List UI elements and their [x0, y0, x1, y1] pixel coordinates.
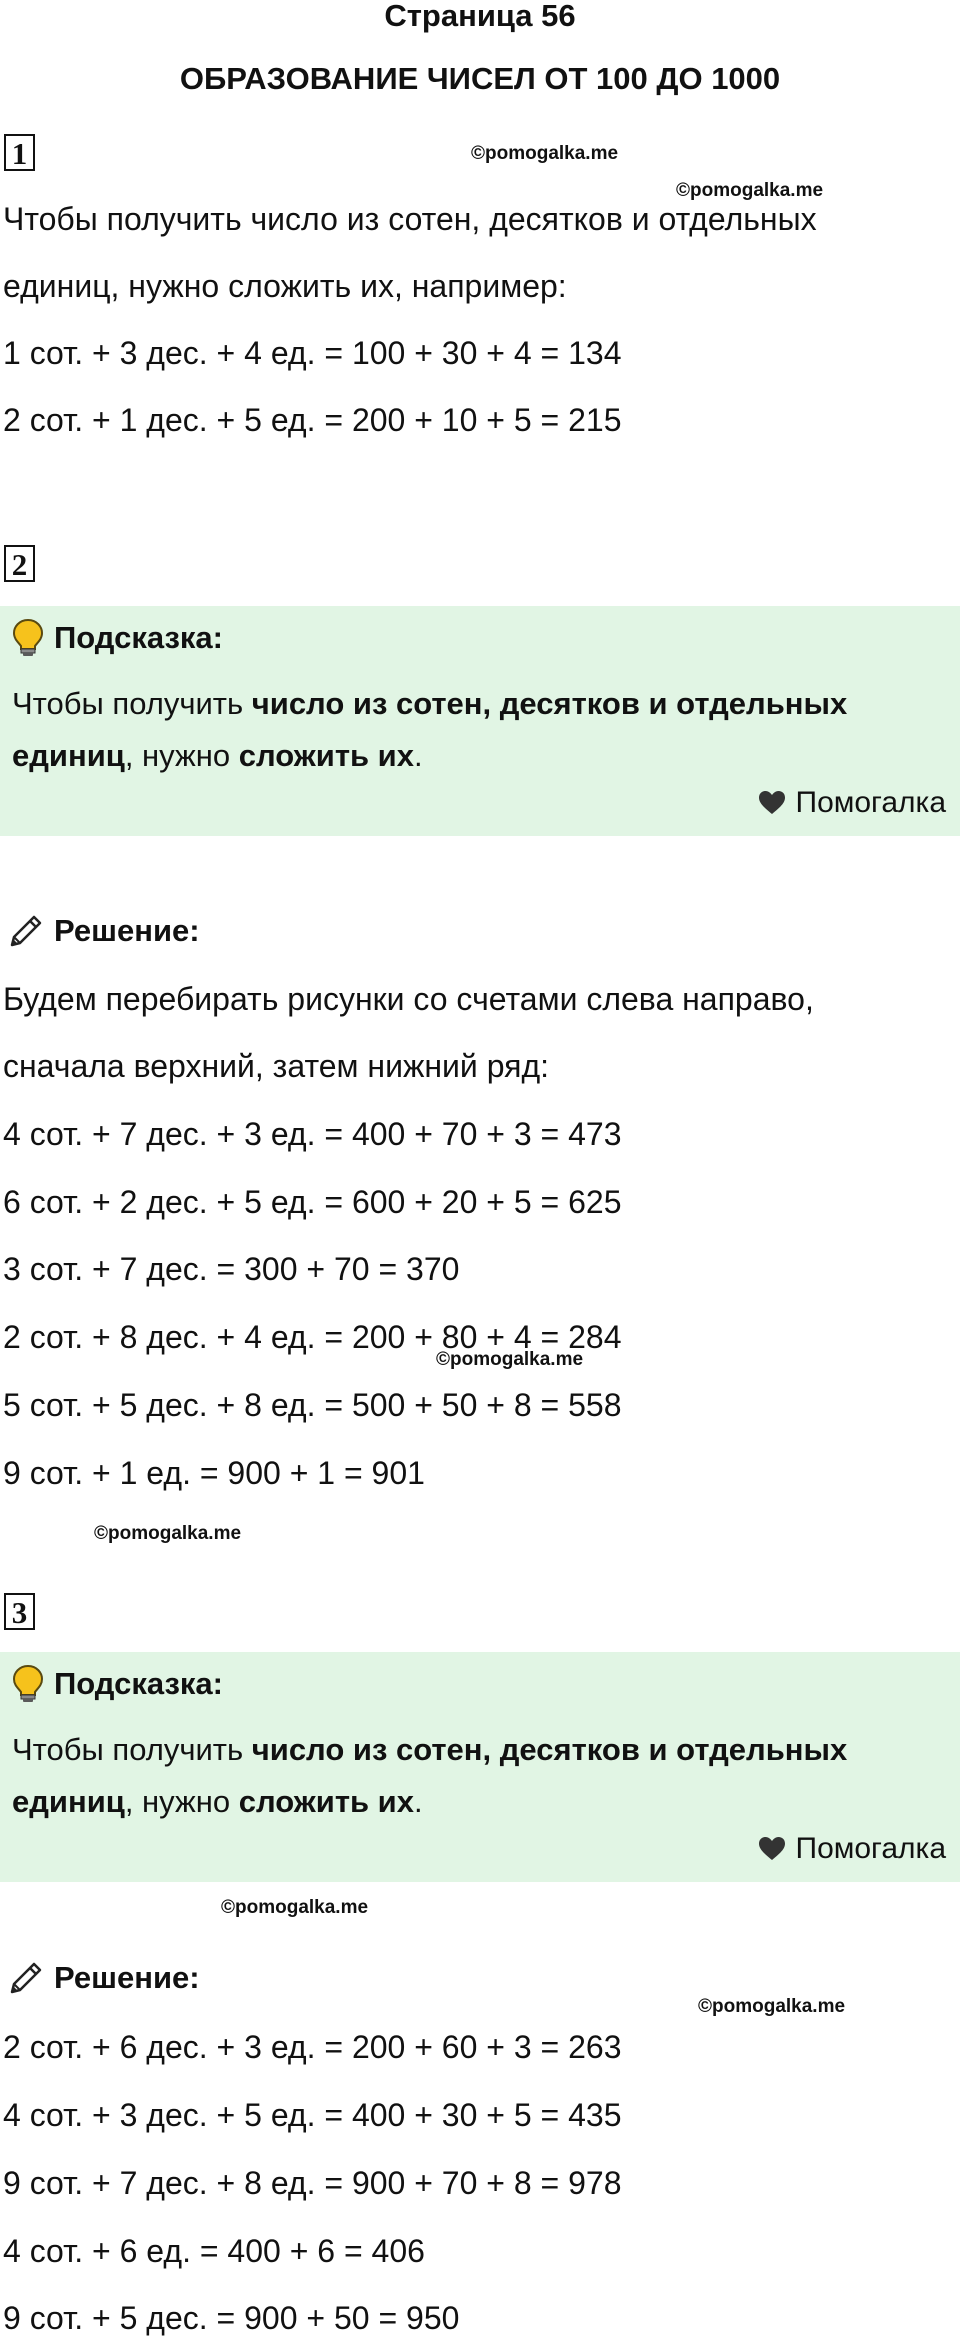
hint-box: [0, 1652, 960, 1882]
watermark: ©pomogalka.me: [676, 180, 824, 201]
brand-name: Помогалка: [795, 1832, 946, 1865]
watermark: ©pomogalka.me: [94, 1523, 242, 1544]
task1-example: 2 сот. + 1 дес. + 5 ед. = 200 + 10 + 5 = 215: [3, 402, 622, 438]
watermark: ©pomogalka.me: [436, 1349, 584, 1370]
hint-header: [12, 1664, 223, 1704]
pencil-icon: [6, 1958, 46, 1998]
brand-label: [758, 1832, 947, 1866]
hint-text: Чтобы получить число из сотен, десятков и отдельных единиц, нужно сложить их.: [12, 686, 848, 773]
brand-label: [758, 786, 947, 820]
section-title: ОБРАЗОВАНИЕ ЧИСЕЛ ОТ 100 ДО 1000: [179, 61, 781, 96]
task2-line: 6 сот. + 2 дес. + 5 ед. = 600 + 20 + 5 = 625: [3, 1184, 622, 1220]
heart-icon: [758, 790, 786, 816]
watermark: ©pomogalka.me: [221, 1897, 369, 1918]
task2-line: 9 сот. + 1 ед. = 900 + 1 = 901: [3, 1455, 425, 1491]
task2-intro-line2: сначала верхний, затем нижний ряд:: [3, 1048, 550, 1084]
watermark: ©pomogalka.me: [471, 143, 619, 164]
task1-example: 1 сот. + 3 дес. + 4 ед. = 100 + 30 + 4 = 134: [3, 335, 622, 371]
heart-icon: [758, 1836, 786, 1862]
task3-line: 4 сот. + 3 дес. + 5 ед. = 400 + 30 + 5 = 435: [3, 2097, 622, 2133]
task1-text-line2: единиц, нужно сложить их, например:: [3, 268, 567, 304]
hint-label: Подсказка:: [54, 1666, 223, 1701]
task1-text-line1: Чтобы получить число из сотен, десятков и отдельных: [3, 201, 817, 237]
hint-header: [12, 618, 223, 658]
solution-label: Решение:: [54, 1960, 200, 1995]
hint-text: Чтобы получить число из сотен, десятков и отдельных единиц, нужно сложить их.: [12, 1732, 848, 1819]
task3-line: 9 сот. + 7 дес. + 8 ед. = 900 + 70 + 8 = 978: [3, 2165, 622, 2201]
pencil-icon: [6, 911, 46, 951]
hint-label: Подсказка:: [54, 620, 223, 655]
solution-header: [6, 1958, 200, 1998]
task-number-1: 1: [4, 134, 35, 171]
task2-line: 3 сот. + 7 дес. = 300 + 70 = 370: [3, 1251, 460, 1287]
task3-line: 9 сот. + 5 дес. = 900 + 50 = 950: [3, 2300, 460, 2336]
task3-line: 2 сот. + 6 дес. + 3 ед. = 200 + 60 + 3 = 263: [3, 2029, 622, 2065]
task2-line: 2 сот. + 8 дес. + 4 ед. = 200 + 80 + 4 = 284: [3, 1319, 622, 1355]
solution-header: [6, 911, 200, 951]
page-title: Страница 56: [384, 0, 576, 33]
task3-line: 4 сот. + 6 ед. = 400 + 6 = 406: [3, 2233, 425, 2269]
task2-intro-line1: Будем перебирать рисунки со счетами слева направо,: [3, 981, 814, 1017]
task2-line: 5 сот. + 5 дес. + 8 ед. = 500 + 50 + 8 = 558: [3, 1387, 622, 1423]
brand-name: Помогалка: [795, 786, 946, 819]
task-number-2: 2: [4, 545, 35, 582]
task-number-3: 3: [4, 1593, 35, 1630]
task2-line: 4 сот. + 7 дес. + 3 ед. = 400 + 70 + 3 = 473: [3, 1116, 622, 1152]
lightbulb-icon: [12, 1664, 44, 1704]
solution-label: Решение:: [54, 913, 200, 948]
lightbulb-icon: [12, 618, 44, 658]
watermark: ©pomogalka.me: [698, 1996, 846, 2017]
hint-box: [0, 606, 960, 836]
